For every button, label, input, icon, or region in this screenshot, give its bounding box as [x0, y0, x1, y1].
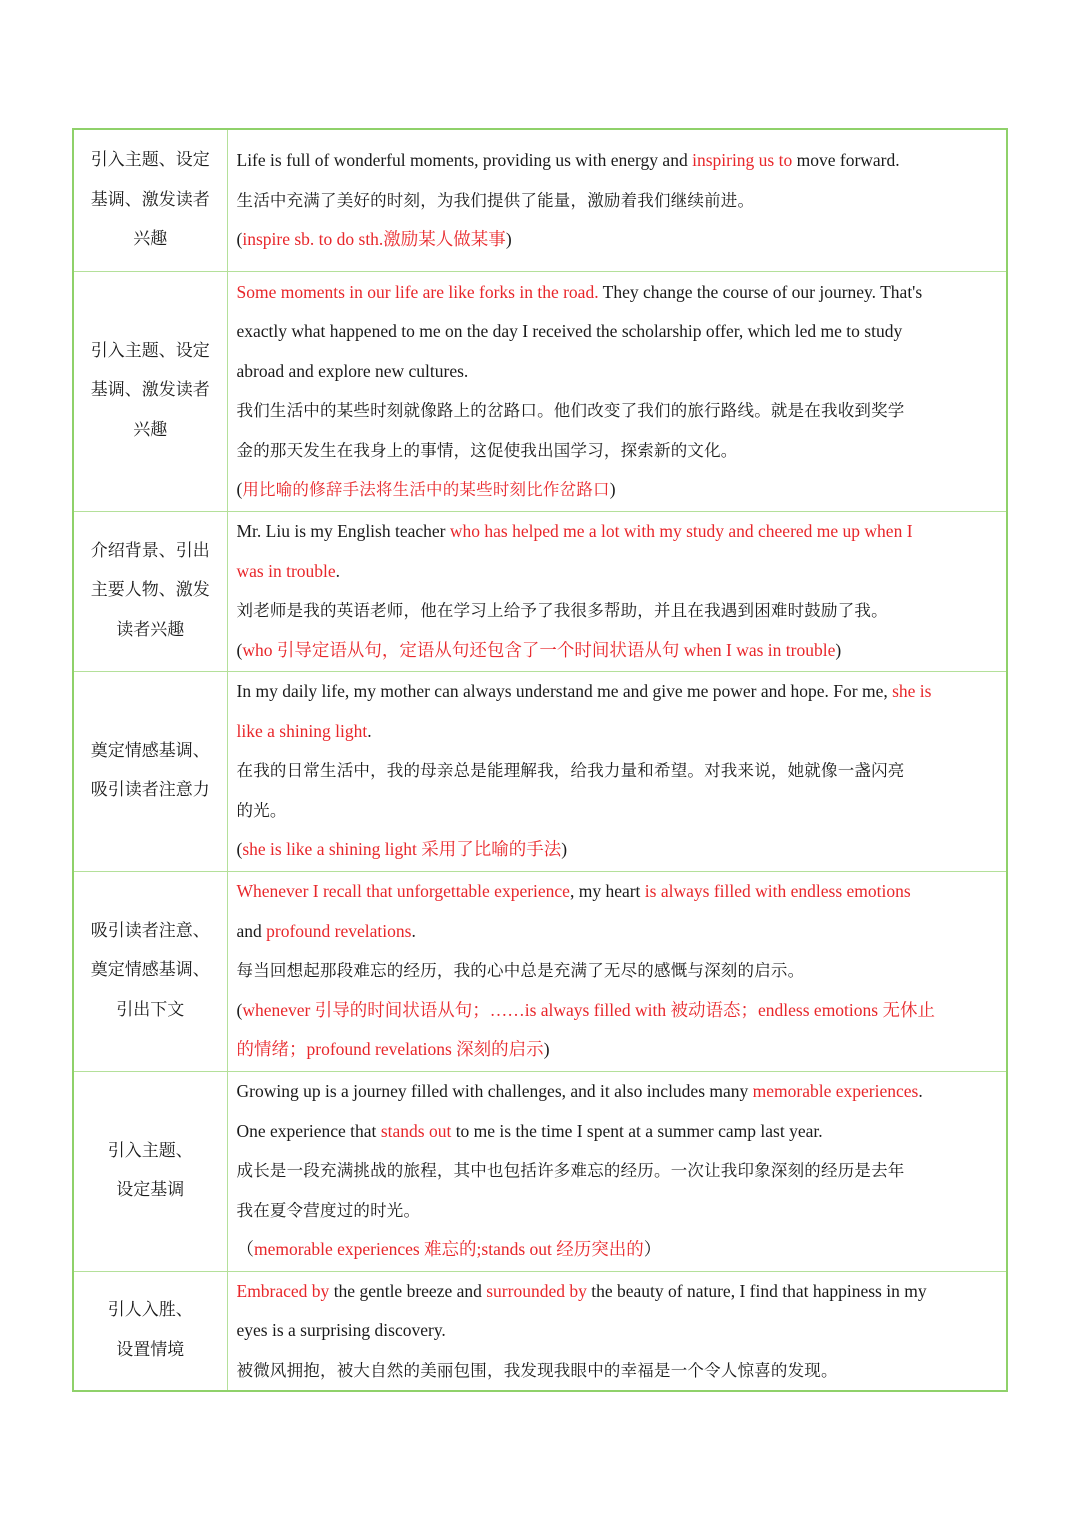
text-segment: 我们生活中的某些时刻就像路上的岔路口。他们改变了我们的旅行路线。就是在我收到奖学	[236, 401, 905, 420]
label-line: 介绍背景、引出	[90, 540, 210, 561]
content-line	[237, 431, 999, 471]
content-line	[237, 141, 999, 181]
text-segment: .	[335, 560, 341, 581]
content-line	[237, 872, 999, 912]
highlight-text: whenever 引导的时间状语从句；……is always filled with 被动语态；endless emotions 无休止	[242, 999, 935, 1020]
text-segment: Growing up is a journey filled with challenges, and it also includes many	[236, 1081, 753, 1102]
row-content	[227, 511, 1007, 671]
label-line: 引入主题、设定	[90, 340, 210, 361]
text-segment: .	[918, 1081, 923, 1102]
highlight-text: is always filled with endless emotions	[644, 881, 911, 902]
text-segment: and	[236, 920, 267, 941]
row-label	[73, 129, 227, 271]
table-row	[73, 1271, 1007, 1391]
table-row	[73, 671, 1007, 871]
text-segment: 成长是一段充满挑战的旅程，其中也包括许多难忘的经历。一次让我印象深刻的经历是去年	[236, 1161, 905, 1181]
text-segment: One experience that	[236, 1120, 381, 1141]
row-content	[227, 871, 1007, 1071]
content-line	[237, 631, 999, 671]
content-line	[237, 312, 999, 352]
content-line	[237, 181, 999, 221]
text-segment: abroad and explore new cultures.	[236, 360, 469, 381]
content-line	[237, 1030, 999, 1070]
label-line: 基调、激发读者	[90, 189, 210, 210]
highlight-text: Embraced by	[236, 1280, 330, 1301]
text-segment: )	[543, 1039, 550, 1060]
text-segment: Life is full of wonderful moments, providing us with energy and	[236, 150, 693, 170]
content-line	[237, 1351, 999, 1391]
label-line: 基调、激发读者	[90, 380, 210, 401]
content-line	[237, 791, 999, 831]
content-line	[237, 1230, 999, 1270]
text-segment: 我在夏令营度过的时光。	[236, 1200, 421, 1220]
content-line	[237, 352, 999, 392]
text-segment: 每当回想起那段难忘的经历，我的心中总是充满了无尽的感慨与深刻的启示。	[236, 961, 805, 981]
text-segment: 在我的日常生活中，我的母亲总是能理解我，给我力量和希望。对我来说，她就像一盏闪亮	[236, 761, 905, 781]
label-line: 奠定情感基调、	[90, 960, 210, 981]
text-segment: In my daily life, my mother can always understand me and give me power and hope. For me,	[236, 681, 893, 702]
content-line	[237, 830, 999, 870]
row-content	[227, 1071, 1007, 1271]
content-line	[237, 470, 999, 510]
label-line: 兴趣	[133, 419, 168, 440]
text-segment: (	[236, 999, 243, 1020]
text-segment: exactly what happened to me on the day I received the scholarship offer, which led me to study	[236, 321, 903, 341]
text-segment: , my heart	[569, 881, 645, 902]
row-content	[227, 271, 1007, 511]
table-row	[73, 511, 1007, 671]
text-segment: (	[236, 479, 243, 499]
content-line	[237, 1072, 999, 1112]
row-label	[73, 1271, 227, 1391]
highlight-text: 用比喻的修辞手法将生活中的某些时刻比作岔路口	[242, 480, 610, 499]
highlight-text: was in trouble	[236, 560, 336, 581]
label-line: 奠定情感基调、	[90, 740, 210, 761]
label-line: 设定基调	[116, 1180, 185, 1200]
content-line	[237, 951, 999, 991]
highlight-text: memorable experiences	[752, 1081, 919, 1102]
text-segment: .	[367, 720, 372, 741]
table-row	[73, 271, 1007, 511]
row-label	[73, 671, 227, 871]
content-line	[237, 1151, 999, 1191]
content-line	[237, 1272, 999, 1312]
row-label	[73, 1071, 227, 1271]
highlight-text: she is like a shining light 采用了比喻的手法	[242, 839, 562, 860]
text-segment: ）	[643, 1239, 662, 1260]
text-segment: (	[236, 839, 243, 860]
row-label	[73, 511, 227, 671]
label-line: 引入主题、设定	[90, 150, 210, 170]
text-segment: (	[236, 639, 243, 660]
text-segment: eyes is a surprising discovery.	[236, 1320, 446, 1340]
text-segment: 生活中充满了美好的时刻，为我们提供了能量，激励着我们继续前进。	[236, 190, 755, 210]
highlight-text: Some moments in our life are like forks in the road.	[236, 281, 599, 302]
table-row	[73, 1071, 1007, 1271]
highlight-text: who has helped me a lot with my study and cheered me up when I	[449, 521, 913, 541]
label-line: 引人入胜、	[107, 1300, 193, 1321]
content-line	[237, 712, 999, 752]
row-content	[227, 671, 1007, 871]
text-segment: .	[411, 920, 416, 941]
content-line	[237, 751, 999, 791]
text-segment: They change the course of our journey. That's	[598, 281, 923, 302]
content-line	[237, 220, 999, 260]
content-line	[237, 552, 999, 592]
row-label	[73, 871, 227, 1071]
text-segment: the beauty of nature, I find that happiness in my	[586, 1280, 927, 1301]
text-segment: (	[236, 229, 243, 249]
highlight-text: Whenever I recall that unforgettable experience	[236, 881, 570, 902]
highlight-text: she is	[892, 681, 932, 702]
text-segment: the gentle breeze and	[329, 1280, 487, 1301]
content-line	[237, 391, 999, 431]
label-line: 兴趣	[133, 229, 168, 249]
table-row	[73, 129, 1007, 271]
content-line	[237, 1112, 999, 1152]
highlight-text: profound revelations	[266, 920, 412, 941]
text-segment: 刘老师是我的英语老师，他在学习上给予了我很多帮助，并且在我遇到困难时鼓励了我。	[236, 601, 888, 620]
label-line: 主要人物、激发	[90, 580, 210, 601]
content-line	[237, 912, 999, 952]
content-line	[237, 591, 999, 631]
highlight-text: who 引导定语从句，定语从句还包含了一个时间状语从句 when I was in trouble	[242, 639, 836, 660]
text-segment: 金的那天发生在我身上的事情，这促使我出国学习，探索新的文化。	[236, 440, 738, 460]
row-content	[227, 129, 1007, 271]
text-segment: （	[236, 1239, 254, 1260]
content-line	[237, 273, 999, 313]
highlight-text: like a shining light	[236, 720, 368, 741]
text-segment: )	[505, 229, 512, 249]
row-label	[73, 271, 227, 511]
content-line	[237, 512, 999, 552]
text-segment: 的光。	[236, 800, 287, 820]
content-line	[237, 991, 999, 1031]
row-content	[227, 1271, 1007, 1391]
text-segment: move forward.	[792, 150, 900, 170]
text-segment: )	[835, 639, 842, 660]
highlight-text: inspiring us to	[692, 150, 793, 170]
text-segment: )	[609, 479, 616, 499]
text-segment: )	[561, 839, 568, 860]
table-row	[73, 871, 1007, 1071]
text-segment: to me is the time I spent at a summer camp last year.	[451, 1120, 823, 1141]
highlight-text: memorable experiences 难忘的;stands out 经历突出的	[254, 1239, 644, 1260]
text-segment: Mr. Liu is my English teacher	[236, 521, 450, 541]
highlight-text: surrounded by	[486, 1280, 587, 1301]
label-line: 吸引读者注意、	[90, 920, 210, 941]
content-line	[237, 1311, 999, 1351]
content-line	[237, 1191, 999, 1231]
label-line: 吸引读者注意力	[90, 780, 210, 800]
label-line: 设置情境	[116, 1339, 185, 1360]
content-line	[237, 672, 999, 712]
highlight-text: 的情绪；profound revelations 深刻的启示	[236, 1039, 544, 1060]
label-line: 引出下文	[116, 999, 185, 1020]
content-table	[72, 128, 1008, 1392]
highlight-text: stands out	[380, 1120, 452, 1141]
label-line: 引入主题、	[107, 1140, 193, 1161]
label-line: 读者兴趣	[116, 619, 185, 640]
highlight-text: inspire sb. to do sth.激励某人做某事	[242, 229, 506, 249]
text-segment: 被微风拥抱，被大自然的美丽包围，我发现我眼中的幸福是一个令人惊喜的发现。	[236, 1360, 838, 1380]
